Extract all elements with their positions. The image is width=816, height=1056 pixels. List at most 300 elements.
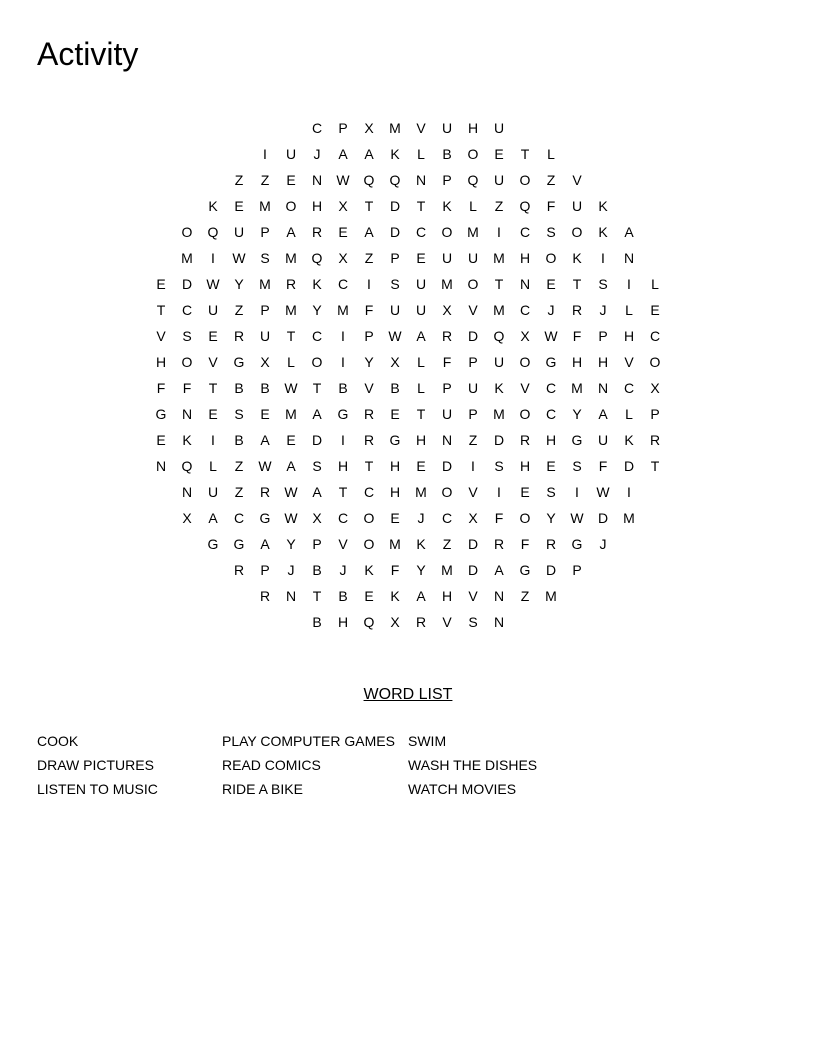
grid-letter: Q [493,328,505,344]
grid-letter: O [285,198,297,214]
grid-letter: I [341,328,345,344]
grid-letter: S [468,614,478,630]
grid-letter: Q [181,458,193,474]
grid-letter: K [390,588,400,604]
grid-row [0,583,816,609]
grid-letter: X [338,250,348,266]
grid-letter: H [623,328,635,344]
grid-letter: P [338,120,348,136]
grid-letter: S [312,458,322,474]
grid-letter: V [468,484,478,500]
grid-letter: J [417,510,425,526]
grid-letter: F [494,510,504,526]
grid-letter: G [389,432,401,448]
grid-letter: G [545,354,557,370]
grid-letter: O [311,354,323,370]
grid-letter: N [597,380,609,396]
grid-letter: N [311,172,323,188]
grid-letter: A [598,406,608,422]
grid-letter: L [547,146,555,162]
grid-letter: U [493,354,505,370]
grid-letter: U [207,484,219,500]
word-list-item: WATCH MOVIES [408,781,517,797]
grid-letter: B [338,380,348,396]
grid-letter: E [286,432,296,448]
grid-letter: A [312,484,322,500]
grid-letter: C [363,484,375,500]
grid-letter: X [260,354,270,370]
grid-letter: N [623,250,635,266]
grid-row [0,349,816,375]
grid-letter: K [312,276,322,292]
grid-letter: D [181,276,193,292]
grid-letter: U [467,250,479,266]
grid-letter: M [441,562,453,578]
grid-letter: L [287,354,295,370]
grid-letter: M [389,536,401,552]
grid-letter: O [519,510,531,526]
grid-letter: Q [389,172,401,188]
grid-letter: N [493,614,505,630]
grid-letter: T [650,458,660,474]
grid-letter: B [234,432,244,448]
grid-letter: L [625,406,633,422]
grid-letter: M [571,380,583,396]
grid-letter: I [341,354,345,370]
grid-letter: G [155,406,167,422]
grid-row [0,453,816,479]
grid-letter: O [571,224,583,240]
grid-letter: E [156,276,166,292]
grid-letter: C [181,302,193,318]
grid-letter: Y [572,406,582,422]
grid-letter: I [471,458,475,474]
grid-letter: T [416,198,426,214]
grid-letter: V [572,172,582,188]
grid-letter: P [260,302,270,318]
grid-letter: B [312,614,322,630]
grid-letter: M [285,406,297,422]
grid-letter: W [258,458,272,474]
grid-letter: G [337,406,349,422]
grid-letter: W [284,484,298,500]
grid-letter: H [415,432,427,448]
grid-letter: A [338,146,348,162]
grid-letter: J [599,536,607,552]
word-list-item: SWIM [408,733,447,749]
grid-letter: E [364,588,374,604]
grid-letter: G [519,562,531,578]
word-list-heading: WORD LIST [363,686,453,703]
grid-letter: N [155,458,167,474]
grid-letter: A [364,224,374,240]
grid-letter: E [416,250,426,266]
grid-letter: M [493,250,505,266]
grid-letter: O [467,276,479,292]
grid-letter: Z [234,172,244,188]
grid-row [0,167,816,193]
grid-letter: E [286,172,296,188]
grid-letter: E [208,328,218,344]
grid-letter: M [259,198,271,214]
word-list-column-3 [408,729,537,801]
grid-letter: D [545,562,557,578]
grid-letter: A [260,432,270,448]
grid-row [0,245,816,271]
grid-letter: J [287,562,295,578]
grid-letter: V [416,120,426,136]
grid-row [0,219,816,245]
grid-letter: M [259,276,271,292]
grid-letter: E [156,432,166,448]
grid-letter: C [337,276,349,292]
grid-letter: G [207,536,219,552]
word-list-column-1 [37,729,158,801]
grid-letter: O [441,484,453,500]
grid-letter: R [493,536,505,552]
grid-letter: V [208,354,218,370]
grid-letter: L [209,458,217,474]
grid-letter: A [208,510,218,526]
grid-letter: R [233,328,245,344]
grid-letter: P [442,172,452,188]
grid-letter: Z [234,458,244,474]
grid-letter: A [364,146,374,162]
grid-letter: K [624,432,634,448]
grid-letter: Y [234,276,244,292]
grid-letter: F [546,198,556,214]
grid-letter: I [627,484,631,500]
grid-row [0,297,816,323]
grid-letter: U [467,380,479,396]
grid-letter: U [597,432,609,448]
grid-row [0,505,816,531]
grid-letter: M [389,120,401,136]
grid-letter: V [624,354,634,370]
grid-letter: K [494,380,504,396]
grid-letter: R [571,302,583,318]
grid-letter: U [415,302,427,318]
grid-row [0,531,816,557]
grid-letter: W [232,250,246,266]
grid-letter: N [493,588,505,604]
grid-letter: G [233,536,245,552]
grid-letter: I [497,484,501,500]
grid-letter: H [389,458,401,474]
grid-letter: U [233,224,245,240]
grid-letter: W [284,510,298,526]
grid-row [0,323,816,349]
grid-letter: E [520,484,530,500]
grid-letter: T [364,198,374,214]
grid-letter: M [337,302,349,318]
word-list-item: WASH THE DISHES [408,757,538,773]
grid-letter: A [494,562,504,578]
grid-letter: H [337,458,349,474]
grid-letter: U [441,406,453,422]
grid-letter: W [544,328,558,344]
grid-letter: X [468,510,478,526]
grid-letter: T [208,380,218,396]
grid-letter: R [285,276,297,292]
grid-letter: I [601,250,605,266]
grid-letter: A [286,458,296,474]
grid-row [0,479,816,505]
grid-letter: B [390,380,400,396]
grid-letter: B [338,588,348,604]
grid-letter: X [520,328,530,344]
grid-letter: O [467,146,479,162]
grid-letter: G [233,354,245,370]
grid-letter: V [468,302,478,318]
grid-letter: J [339,562,347,578]
grid-letter: N [441,432,453,448]
grid-letter: U [207,302,219,318]
grid-letter: H [545,432,557,448]
grid-letter: R [363,406,375,422]
grid-letter: V [338,536,348,552]
grid-letter: Z [234,302,244,318]
grid-letter: X [390,354,400,370]
grid-letter: C [649,328,661,344]
grid-letter: J [599,302,607,318]
grid-letter: R [259,588,271,604]
grid-letter: I [341,432,345,448]
grid-letter: O [519,406,531,422]
grid-letter: H [389,484,401,500]
word-list-item: COOK [37,733,79,749]
grid-letter: F [182,380,192,396]
grid-letter: B [312,562,322,578]
grid-letter: R [519,432,531,448]
grid-letter: Q [519,198,531,214]
grid-letter: E [338,224,348,240]
grid-letter: W [388,328,402,344]
grid-letter: P [572,562,582,578]
grid-letter: C [519,224,531,240]
grid-letter: P [260,224,270,240]
grid-letter: F [520,536,530,552]
grid-letter: C [311,328,323,344]
grid-letter: O [519,354,531,370]
grid-letter: Z [234,484,244,500]
grid-letter: X [182,510,192,526]
grid-letter: C [519,302,531,318]
grid-letter: D [597,510,609,526]
grid-letter: S [234,406,244,422]
grid-letter: B [442,146,452,162]
grid-letter: L [469,198,477,214]
grid-letter: T [520,146,530,162]
grid-letter: X [442,302,452,318]
grid-letter: V [442,614,452,630]
grid-letter: Z [260,172,270,188]
grid-letter: E [234,198,244,214]
grid-letter: T [364,458,374,474]
grid-letter: V [520,380,530,396]
grid-letter: P [598,328,608,344]
grid-letter: W [284,380,298,396]
grid-letter: H [441,588,453,604]
grid-letter: R [259,484,271,500]
grid-letter: I [263,146,267,162]
grid-letter: N [519,276,531,292]
grid-letter: R [233,562,245,578]
grid-letter: R [415,614,427,630]
grid-letter: W [206,276,220,292]
grid-letter: D [467,536,479,552]
grid-letter: C [415,224,427,240]
grid-letter: A [416,588,426,604]
grid-letter: O [181,354,193,370]
grid-letter: P [364,328,374,344]
word-list-item: LISTEN TO MUSIC [37,781,158,797]
word-list-item: PLAY COMPUTER GAMES [222,733,395,749]
grid-letter: W [596,484,610,500]
grid-letter: T [286,328,296,344]
grid-letter: D [623,458,635,474]
grid-letter: H [571,354,583,370]
grid-letter: O [181,224,193,240]
grid-letter: Q [363,614,375,630]
grid-letter: T [494,276,504,292]
grid-letter: T [338,484,348,500]
grid-letter: K [208,198,218,214]
word-list-item: RIDE A BIKE [222,781,303,797]
grid-letter: P [312,536,322,552]
grid-letter: E [416,458,426,474]
grid-letter: Q [363,172,375,188]
grid-letter: S [598,276,608,292]
grid-letter: O [363,536,375,552]
grid-letter: I [575,484,579,500]
grid-letter: S [546,484,556,500]
grid-row [0,375,816,401]
grid-letter: M [441,276,453,292]
grid-letter: O [363,510,375,526]
grid-letter: U [259,328,271,344]
grid-letter: H [155,354,167,370]
grid-letter: S [390,276,400,292]
grid-letter: I [211,250,215,266]
grid-letter: C [337,510,349,526]
grid-letter: D [441,458,453,474]
grid-letter: U [571,198,583,214]
grid-letter: W [336,172,350,188]
grid-letter: Z [364,250,374,266]
grid-letter: N [181,406,193,422]
grid-letter: T [416,406,426,422]
grid-letter: F [156,380,166,396]
grid-letter: Z [546,172,556,188]
grid-letter: X [364,120,374,136]
grid-letter: E [390,510,400,526]
grid-letter: N [415,172,427,188]
grid-letter: F [598,458,608,474]
grid-letter: U [493,172,505,188]
grid-letter: P [650,406,660,422]
grid-row [0,193,816,219]
grid-letter: B [234,380,244,396]
grid-letter: S [260,250,270,266]
grid-letter: V [364,380,374,396]
grid-letter: Z [442,536,452,552]
grid-letter: E [260,406,270,422]
word-list-column-2 [222,729,395,801]
grid-row [0,271,816,297]
grid-letter: T [572,276,582,292]
grid-letter: F [442,354,452,370]
grid-letter: K [182,432,192,448]
grid-letter: K [364,562,374,578]
grid-letter: V [156,328,166,344]
grid-row [0,427,816,453]
grid-letter: T [312,588,322,604]
grid-letter: E [546,458,556,474]
grid-letter: D [467,562,479,578]
grid-letter: H [311,198,323,214]
grid-letter: G [571,432,583,448]
grid-letter: C [311,120,323,136]
grid-letter: I [627,276,631,292]
grid-letter: I [497,224,501,240]
grid-letter: F [572,328,582,344]
grid-letter: X [650,380,660,396]
grid-letter: I [367,276,371,292]
grid-letter: W [570,510,584,526]
grid-letter: U [285,146,297,162]
grid-letter: I [211,432,215,448]
grid-letter: C [545,406,557,422]
grid-letter: L [417,354,425,370]
grid-letter: M [285,250,297,266]
grid-letter: B [260,380,270,396]
grid-letter: Q [311,250,323,266]
word-list-item: DRAW PICTURES [37,757,154,773]
grid-letter: U [415,276,427,292]
grid-letter: Y [286,536,296,552]
grid-letter: A [312,406,322,422]
grid-letter: U [441,250,453,266]
word-list-item: READ COMICS [222,757,321,773]
grid-letter: R [441,328,453,344]
grid-letter: H [519,458,531,474]
grid-letter: S [546,224,556,240]
grid-letter: S [494,458,504,474]
grid-letter: O [519,172,531,188]
grid-letter: M [415,484,427,500]
grid-letter: Q [467,172,479,188]
grid-letter: Z [468,432,478,448]
grid-letter: E [546,276,556,292]
grid-letter: L [651,276,659,292]
grid-letter: M [181,250,193,266]
grid-row [0,141,816,167]
grid-letter: M [285,302,297,318]
grid-letter: A [260,536,270,552]
grid-letter: R [311,224,323,240]
grid-letter: G [259,510,271,526]
grid-letter: U [389,302,401,318]
grid-letter: F [364,302,374,318]
grid-letter: L [417,146,425,162]
grid-letter: K [572,250,582,266]
grid-letter: X [338,198,348,214]
grid-letter: K [598,224,608,240]
grid-letter: M [545,588,557,604]
grid-letter: U [493,120,505,136]
grid-letter: X [390,614,400,630]
